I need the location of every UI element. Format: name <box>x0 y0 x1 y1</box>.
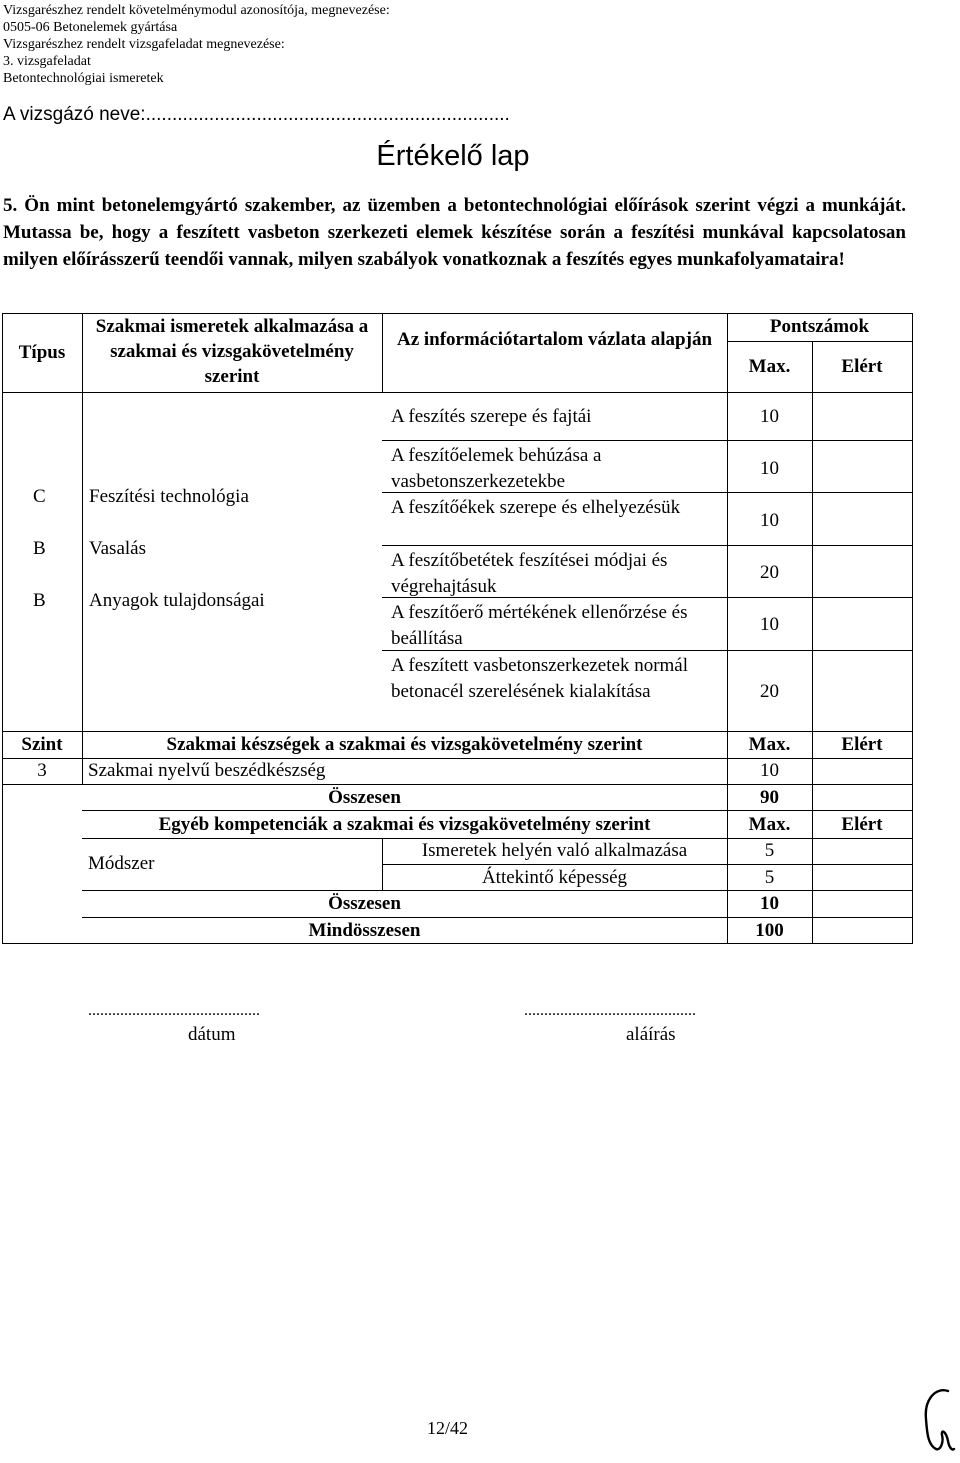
header-max: Max. <box>748 356 791 377</box>
signature-label: aláírás <box>626 1024 676 1045</box>
other-header: Egyéb kompetenciák a szakmai és vizsgakövetelmény szerint <box>158 814 651 835</box>
header-achieved: Elért <box>841 356 883 377</box>
outline-row: A feszítőerő mértékének ellenőrzése és beállítása <box>391 602 688 649</box>
date-label: dátum <box>188 1024 236 1045</box>
other-row-max: 5 <box>764 840 775 861</box>
other-max-header: Max. <box>748 814 791 835</box>
task-description: 5. Ön mint betonelemgyártó szakember, az üzemben a betontechnológiai előírások szerint végzi a munkáját. Mutassa be, hogy a feszített vasbeton szerkezeti elemek készítése során a feszítési munkával kapcsolatosan milyen előírásszerű teendői vannak, milyen szabályok vonatkoznak a feszítés egyes munkafolyamataira! <box>3 195 906 270</box>
outline-row: A feszítőékek szerepe és elhelyezésük <box>391 497 681 518</box>
grand-total-value: 100 <box>755 920 784 941</box>
outline-row-max: 10 <box>760 510 779 531</box>
skills-achieved-header: Elért <box>841 734 883 755</box>
other-achieved-header: Elért <box>841 814 883 835</box>
outline-row: A feszítőbetétek feszítései módjai és végrehajtásuk <box>391 550 668 597</box>
outline-row-max: 20 <box>760 681 779 702</box>
other-total-value: 10 <box>760 893 779 914</box>
skills-row-max: 10 <box>760 760 779 781</box>
type-c: C <box>33 486 46 507</box>
topic-technology: Feszítési technológia <box>89 486 249 507</box>
page-title: Értékelő lap <box>376 140 530 172</box>
outline-row-max: 20 <box>760 562 779 583</box>
other-row: Áttekintő képesség <box>481 867 628 888</box>
skills-row-text: Szakmai nyelvű beszédkészség <box>88 760 326 781</box>
header-task-number: 3. vizsgafeladat <box>3 54 91 69</box>
topic-reinforcement: Vasalás <box>89 538 146 559</box>
header-knowledge: Szakmai ismeretek alkalmazása a szakmai és vizsgakövetelmény szerint <box>95 316 369 387</box>
type-b-2: B <box>33 590 46 611</box>
handwritten-initial-icon <box>918 1385 956 1455</box>
header-type: Típus <box>18 342 66 363</box>
outline-row: A feszítés szerepe és fajtái <box>391 406 592 427</box>
outline-row-max: 10 <box>760 614 779 635</box>
outline-row-max: 10 <box>760 458 779 479</box>
other-total-label: Összesen <box>328 893 401 914</box>
outline-row: A feszítőelemek behúzása a vasbetonszerkezetekbe <box>391 445 602 492</box>
header-module-label: Vizsgarészhez rendelt követelménymodul azonosítója, megnevezése: <box>3 3 390 18</box>
skills-level-header: Szint <box>21 734 63 755</box>
header-task-name: Betontechnológiai ismeretek <box>3 71 164 86</box>
signature-line: ........................................... <box>524 1002 696 1019</box>
header-outline: Az információtartalom vázlata alapján <box>396 329 713 350</box>
page-number: 12/42 <box>427 1418 469 1438</box>
skills-max-header: Max. <box>748 734 791 755</box>
header-module-name: 0505-06 Betonelemek gyártása <box>3 20 178 35</box>
method-label: Módszer <box>88 853 155 874</box>
skills-row-level: 3 <box>37 760 47 781</box>
header-points: Pontszámok <box>769 316 870 337</box>
topic-materials: Anyagok tulajdonságai <box>89 590 265 611</box>
outline-row-max: 10 <box>760 406 779 427</box>
skills-header: Szakmai készségek a szakmai és vizsgakövetelmény szerint <box>166 734 643 755</box>
type-b-1: B <box>33 538 46 559</box>
skills-total-label: Összesen <box>328 787 401 808</box>
other-row: Ismeretek helyén való alkalmazása <box>421 840 688 861</box>
outline-row: A feszített vasbetonszerkezetek normál betonacél szerelésének kialakítása <box>391 655 689 702</box>
date-line: ........................................... <box>88 1002 260 1019</box>
candidate-name-field: A vizsgázó neve:..................................................................... <box>3 104 510 125</box>
grand-total-label: Mindösszesen <box>308 920 421 941</box>
other-row-max: 5 <box>764 867 775 888</box>
header-task-label: Vizsgarészhez rendelt vizsgafeladat megnevezése: <box>3 37 285 52</box>
skills-total-value: 90 <box>760 787 779 808</box>
